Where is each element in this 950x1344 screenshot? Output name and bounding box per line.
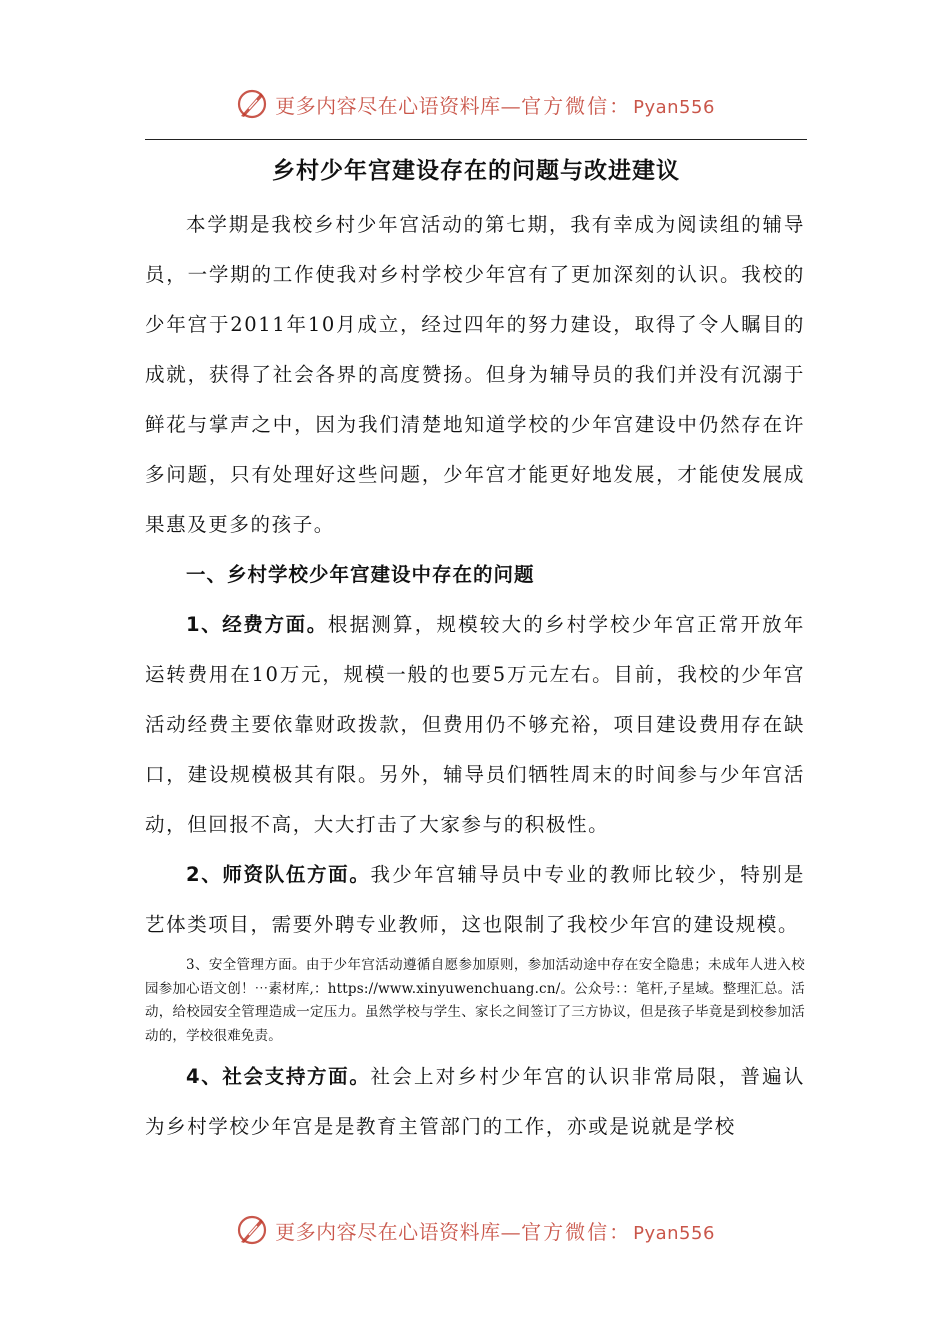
item-1-heading: 1、经费方面。 — [186, 613, 328, 636]
header-divider — [145, 139, 807, 140]
footer-brand: 更多内容尽在心语资料库 — [275, 1219, 501, 1244]
quill-logo-icon — [235, 87, 269, 121]
footer-banner — [0, 1210, 950, 1250]
header-banner — [0, 84, 950, 124]
quill-logo-icon — [235, 1213, 269, 1247]
footer-banner-text — [275, 1216, 715, 1245]
header-wechat-id: Pyan556 — [633, 96, 715, 118]
document-body — [145, 200, 805, 1152]
footer-wechat-label: 官方微信： — [521, 1219, 632, 1244]
page-title: 乡村少年宫建设存在的问题与改进建议 — [272, 158, 680, 184]
item-2-heading: 2、师资队伍方面。 — [186, 863, 371, 886]
item-2-body: 我少年宫辅导员中专业的教师比较少，特别是艺体类项目，需要外聘专业教师，这也限制了我校少年宫的建设规模。 — [145, 863, 805, 936]
header-wechat-label: 官方微信： — [521, 93, 632, 118]
item-4-body: 社会上对乡村少年宫的认识非常局限，普遍认为乡村学校少年宫是是教育主管部门的工作，亦或是说就是学校 — [145, 1065, 805, 1138]
header-dash: — — [500, 93, 522, 118]
section-heading: 一、乡村学校少年宫建设中存在的问题 — [186, 563, 535, 586]
header-brand: 更多内容尽在心语资料库 — [275, 93, 501, 118]
item-2-paragraph — [145, 850, 805, 950]
item-4-heading: 4、社会支持方面。 — [186, 1065, 371, 1088]
footer-wechat-id: Pyan556 — [633, 1222, 715, 1244]
intro-paragraph: 本学期是我校乡村少年宫活动的第七期，我有幸成为阅读组的辅导员，一学期的工作使我对乡村学校少年宫有了更加深刻的认识。我校的少年宫于2011年10月成立，经过四年的努力建设，取得了令人瞩目的成就，获得了社会各界的高度赞扬。但身为辅导员的我们并没有沉溺于鲜花与掌声之中，因为我们清楚地知道学校的少年宫建设中仍然存在许多问题，只有处理好这些问题，少年宫才能更好地发展，才能使发展成果惠及更多的孩子。 — [145, 213, 805, 536]
header-banner-text — [275, 90, 715, 119]
item-1-paragraph — [145, 600, 805, 850]
footer-dash: — — [500, 1219, 522, 1244]
item-3-paragraph: 3、安全管理方面。由于少年宫活动遵循自愿参加原则，参加活动途中存在安全隐患；未成年人进入校园参加心语文创！⋯素材库,：https://www.xinyuwenchuang.cn/。公众号：：笔杆,子星域。整理汇总。活动，给校园安全管理造成一定压力。虽然学校与学生、家长之间签订了三方协议，但是孩子毕竟是到校参加活动的，学校很难免责。 — [145, 957, 805, 1044]
item-4-paragraph — [145, 1052, 805, 1152]
item-1-body: 根据测算，规模较大的乡村学校少年宫正常开放年运转费用在10万元，规模一般的也要5万元左右。目前，我校的少年宫活动经费主要依靠财政拨款，但费用仍不够充裕，项目建设费用存在缺口，建设规模极其有限。另外，辅导员们牺牲周末的时间参与少年宫活动，但回报不高，大大打击了大家参与的积极性。 — [145, 613, 805, 836]
